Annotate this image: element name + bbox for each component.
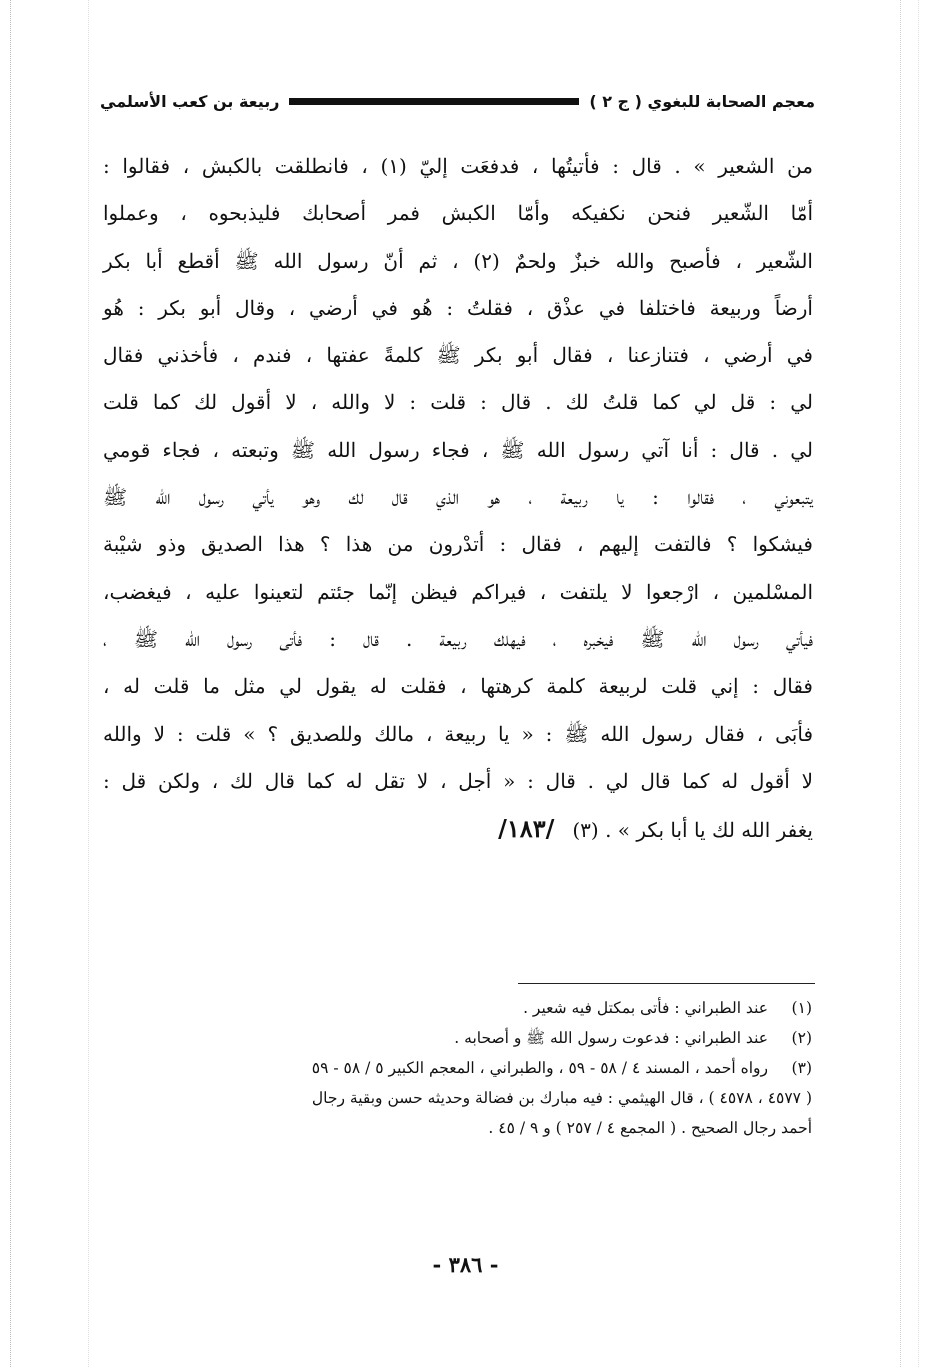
text-line: فأبَى ، فقال رسول الله ﷺ : « يا ربيعة ، مالك وللصديق ؟ » قلت : لا والله [103, 721, 813, 746]
page-header [100, 86, 815, 116]
text-line: لا أقول له كما قال لي . قال : « أجل ، لا تقل له كما قال لك ، ولكن قل : [103, 768, 813, 793]
text-line: المسْلمين ، ارْجعوا لا يلتفت ، فيراكم فيظن إنّما جئتم لتعينوا عليه ، فيغضب، [103, 579, 813, 604]
footnote-text: عند الطبراني : فدعوت رسول الله ﷺ و أصحابه . [454, 1029, 768, 1047]
text-line: فيأتي رسول الله ﷺ فيخبره ، فيهلك ربيعة . قال : فأتى رسول الله ﷺ ، [103, 626, 813, 651]
text-line: يتبعوني ، فقالوا : يا ربيعة ، هو الذي قال لك وهو يأتي رسول الله ﷺ [103, 485, 813, 510]
book-title: معجم الصحابة للبغوي ( ج ٢ ) [589, 91, 815, 111]
text-line-final-content: يغفر الله لك يا أبا بكر » . (٣) [572, 818, 813, 843]
scan-edge-right [900, 0, 901, 1367]
text-line: فيشكوا ؟ فالتفت إليهم ، فقال : أتدْرون من هذا ؟ هذا الصديق وذو شيْبة [103, 532, 813, 557]
page-reference: /١٨٣/ [498, 814, 555, 844]
footnote-text: عند الطبراني : فأتى بمكتل فيه شعير . [523, 999, 768, 1017]
footnote-1 [100, 993, 812, 1023]
footnote-number: (٢) [791, 1029, 812, 1047]
text-line: أرضاً وربيعة فاختلفا في عذْق ، فقلتُ : هُو في أرضي ، وقال أبو بكر : هُو [103, 295, 813, 320]
footnotes [100, 993, 812, 1143]
text-line: في أرضي ، فتنازعنا ، فقال أبو بكر ﷺ كلمةً عفتها ، فندم ، فأخذني فقال [103, 343, 813, 368]
header-rule [289, 98, 579, 105]
footnote-text: ( ٤٥٧٧ ، ٤٥٧٨ ) ، قال الهيثمي : فيه مبارك بن فضالة وحديثه حسن وبقية رجال [311, 1089, 812, 1107]
footnote-3-continuation [100, 1083, 812, 1113]
page-number: - ٣٨٦ - [432, 1252, 499, 1277]
text-line: لي : قل لي كما قلتُ لك . قال : قلت : لا والله ، لا أقول لك كما قلت [103, 390, 813, 415]
footnote-text: أحمد رجال الصحيح . ( المجمع ٤ / ٢٥٧ ) و ٩ / ٤٥ . [488, 1119, 812, 1137]
scan-edge-right-faint [918, 0, 919, 1367]
scan-edge-left-faint [88, 0, 89, 1367]
main-text [103, 143, 813, 854]
footnote-3-continuation [100, 1113, 812, 1143]
text-line: من الشعير » . قال : فأتيتُها ، فدفعَت إليّ (١) ، فانطلقت بالكبش ، فقالوا : [103, 154, 814, 178]
footnote-2 [100, 1023, 812, 1053]
footnote-separator [518, 983, 815, 984]
footnote-number: (٣) [791, 1059, 812, 1077]
footnote-3 [100, 1053, 812, 1083]
footnote-number: (١) [791, 999, 812, 1017]
text-line: أمّا الشّعير فنحن نكفيكه وأمّا الكبش فمر أصحابك فليذبحوه ، وعملوا [103, 201, 813, 226]
scan-edge-left [10, 0, 11, 1367]
chapter-title: ربيعة بن كعب الأسلمي [100, 91, 280, 111]
text-line: لي . قال : أنا آتي رسول الله ﷺ ، فجاء رسول الله ﷺ وتبعته ، فجاء قومي [103, 437, 813, 462]
text-line-final [103, 805, 813, 854]
text-line: فقال : إني قلت لربيعة كلمة كرهتها ، فقلت له يقول لي مثل ما قلت له ، [103, 674, 813, 699]
text-line: الشّعير ، فأصبح والله خبزٌ ولحمٌ (٢) ، ثم أنّ رسول الله ﷺ أقطع أبا بكر [103, 248, 813, 273]
footnote-text: رواه أحمد ، المسند ٤ / ٥٨ - ٥٩ ، والطبراني ، المعجم الكبير ٥ / ٥٨ - ٥٩ [311, 1059, 768, 1077]
